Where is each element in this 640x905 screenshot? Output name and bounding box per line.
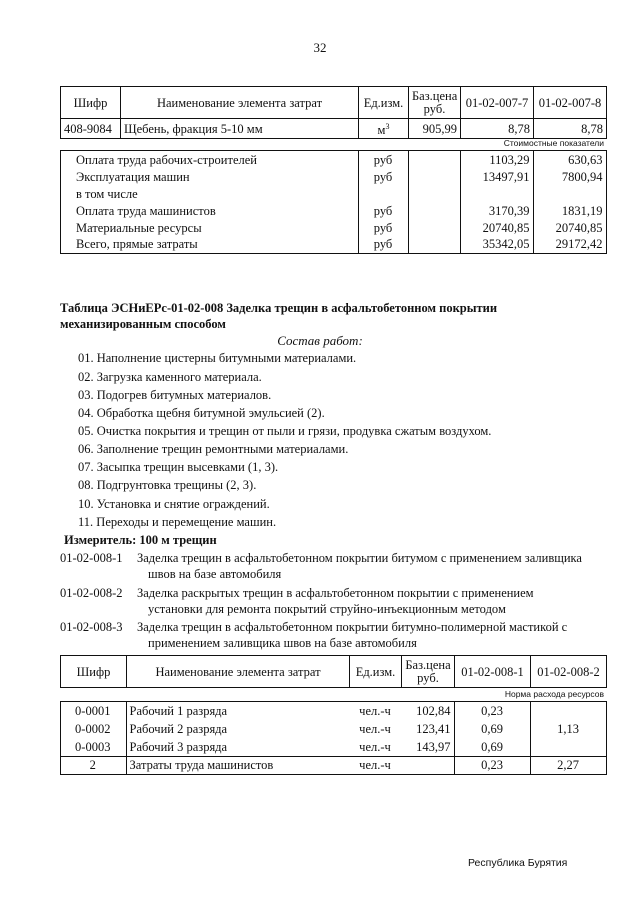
row-price	[408, 236, 460, 253]
measure-unit: Измеритель: 100 м трещин	[64, 533, 217, 547]
section-title	[60, 300, 497, 332]
row-value-2: 29172,42	[533, 236, 606, 253]
row-name: Эксплуатация машин	[76, 169, 190, 184]
row-price	[408, 168, 460, 185]
row-value-1: 1103,29	[460, 151, 533, 168]
table-row	[60, 756, 606, 774]
col-header-unit: Ед.изм.	[350, 656, 402, 688]
row-value-1: 0,69	[454, 720, 530, 738]
item-desc: Заделка трещин в асфальтобетонном покрытии битумом с применением заливщика	[137, 551, 582, 565]
row-name: Всего, прямые затраты	[60, 236, 358, 253]
table-row	[60, 702, 606, 720]
table-row	[60, 202, 606, 219]
table-row	[60, 236, 606, 253]
list-item: 08. Подгрунтовка трещины (2, 3).	[78, 478, 257, 492]
item-code: 01-02-008-1	[60, 551, 123, 565]
row-price: 905,99	[409, 119, 461, 139]
row-unit: руб	[358, 168, 408, 185]
row-value-1: 13497,91	[460, 168, 533, 185]
row-value-2	[530, 738, 606, 756]
row-name: Рабочий 3 разряда	[126, 738, 349, 756]
row-price: 123,41	[416, 722, 451, 736]
row-name: Оплата труда рабочих-строителей	[76, 152, 257, 167]
row-value-1: 0,69	[454, 738, 530, 756]
row-price	[401, 756, 454, 774]
row-value-1: 8,78	[461, 119, 534, 139]
row-code: 0-0002	[75, 722, 111, 736]
col-header-code: Шифр	[61, 656, 127, 688]
row-unit: чел.-ч	[359, 704, 391, 718]
row-name: Рабочий 2 разряда	[126, 720, 349, 738]
row-unit: чел.-ч	[349, 756, 401, 774]
row-name: Рабочий 1 разряда	[126, 702, 349, 720]
row-price	[408, 202, 460, 219]
footer-region: Республика Бурятия	[468, 857, 568, 869]
row-value-1	[460, 185, 533, 202]
col-header-unit: Ед.изм.	[359, 87, 409, 119]
row-price	[408, 185, 460, 202]
row-unit: чел.-ч	[359, 739, 391, 754]
row-name: Затраты труда машинистов	[126, 756, 349, 774]
row-value-2	[533, 185, 606, 202]
col-header-price: Баз.цена руб.	[402, 656, 455, 688]
col-header-price: Баз.цена руб.	[409, 87, 461, 119]
list-item: 04. Обработка щебня битумной эмульсией (2).	[78, 406, 325, 420]
row-value-1: 0,23	[454, 756, 530, 774]
row-value-2: 2,27	[530, 756, 606, 774]
table-row	[60, 168, 606, 185]
row-code: 2	[60, 756, 126, 774]
row-unit: руб	[358, 202, 408, 219]
row-unit: чел.-ч	[359, 722, 391, 736]
col-header-norm-1: 01-02-008-1	[455, 656, 531, 688]
row-code: 0-0001	[75, 704, 111, 718]
table1-cost-rows	[60, 151, 607, 254]
row-value-2: 1,13	[530, 720, 606, 738]
item-desc: Заделка трещин в асфальтобетонном покрытии битумно-полимерной мастикой с	[137, 620, 568, 634]
row-name: в том числе	[76, 186, 138, 201]
page-number: 32	[313, 40, 327, 55]
row-unit: руб	[358, 219, 408, 236]
section-title-line-1: Таблица ЭСНиЕРс-01-02-008 Заделка трещин в асфальтобетонном покрытии	[60, 301, 498, 315]
table2-rows	[60, 702, 607, 775]
table-row	[60, 219, 606, 236]
row-unit: руб	[358, 236, 408, 253]
works-heading: Состав работ:	[277, 333, 363, 348]
col-header-name: Наименование элемента затрат	[127, 656, 350, 688]
row-name: Материальные ресурсы	[76, 220, 202, 235]
row-price	[408, 151, 460, 168]
table2-header	[60, 655, 607, 688]
row-name: Оплата труда машинистов	[76, 203, 216, 218]
row-value-1: 0,23	[454, 702, 530, 720]
row-value-2: 630,63	[533, 151, 606, 168]
row-value-2: 7800,94	[533, 168, 606, 185]
row-price: 102,84	[416, 704, 451, 718]
list-item: 01. Наполнение цистерны битумными материалами.	[78, 351, 357, 365]
table1-header	[60, 86, 607, 139]
section-title-line-2: механизированным способом	[60, 317, 226, 331]
row-unit	[358, 185, 408, 202]
row-value-1: 35342,05	[460, 236, 533, 253]
item-desc-cont: установки для ремонта покрытий струйно-инъекционным методом	[148, 602, 506, 616]
item-code: 01-02-008-3	[60, 620, 123, 634]
col-header-norm-2: 01-02-008-2	[531, 656, 607, 688]
item-code: 01-02-008-2	[60, 586, 123, 600]
table-row	[60, 185, 606, 202]
item-desc: Заделка раскрытых трещин в асфальтобетонном покрытии с применением	[137, 586, 534, 600]
list-item: 10. Установка и снятие ограждений.	[78, 497, 270, 511]
col-header-norm-1: 01-02-007-7	[461, 87, 534, 119]
table-row	[61, 119, 607, 139]
list-item: 06. Заполнение трещин ремонтными материалами.	[78, 442, 349, 456]
table-row	[60, 151, 606, 168]
list-item: 02. Загрузка каменного материала.	[78, 370, 262, 384]
item-desc-cont: применением заливщика швов на базе автомобиля	[148, 636, 417, 650]
row-value-2	[530, 702, 606, 720]
list-item: 07. Засыпка трещин высевками (1, 3).	[78, 460, 279, 474]
list-item: 03. Подогрев битумных материалов.	[78, 388, 272, 402]
row-unit: $м^3$	[359, 119, 409, 139]
list-item: 11. Переходы и перемещение машин.	[78, 515, 277, 529]
table-row	[60, 738, 606, 756]
row-unit: руб	[358, 151, 408, 168]
row-value-1: 3170,39	[460, 202, 533, 219]
list-item: 05. Очистка покрытия и трещин от пыли и грязи, продувка сжатым воздухом.	[78, 424, 492, 438]
row-code: 0-0003	[75, 739, 111, 754]
row-price	[408, 219, 460, 236]
row-value-2: 1831,19	[533, 202, 606, 219]
table-row	[60, 720, 606, 738]
row-name: Щебень, фракция 5-10 мм	[121, 119, 359, 139]
row-price: 143,97	[416, 739, 451, 754]
item-desc-cont: швов на базе автомобиля	[148, 567, 282, 581]
col-header-norm-2: 01-02-007-8	[534, 87, 607, 119]
row-code: 408-9084	[61, 119, 121, 139]
table2-subhead: Норма расхода ресурсов	[504, 689, 604, 699]
table1-subhead: Стоимостные показатели	[503, 138, 604, 148]
row-value-2: 8,78	[534, 119, 607, 139]
col-header-name: Наименование элемента затрат	[121, 87, 359, 119]
row-value-2: 20740,85	[533, 219, 606, 236]
col-header-code: Шифр	[61, 87, 121, 119]
row-value-1: 20740,85	[460, 219, 533, 236]
